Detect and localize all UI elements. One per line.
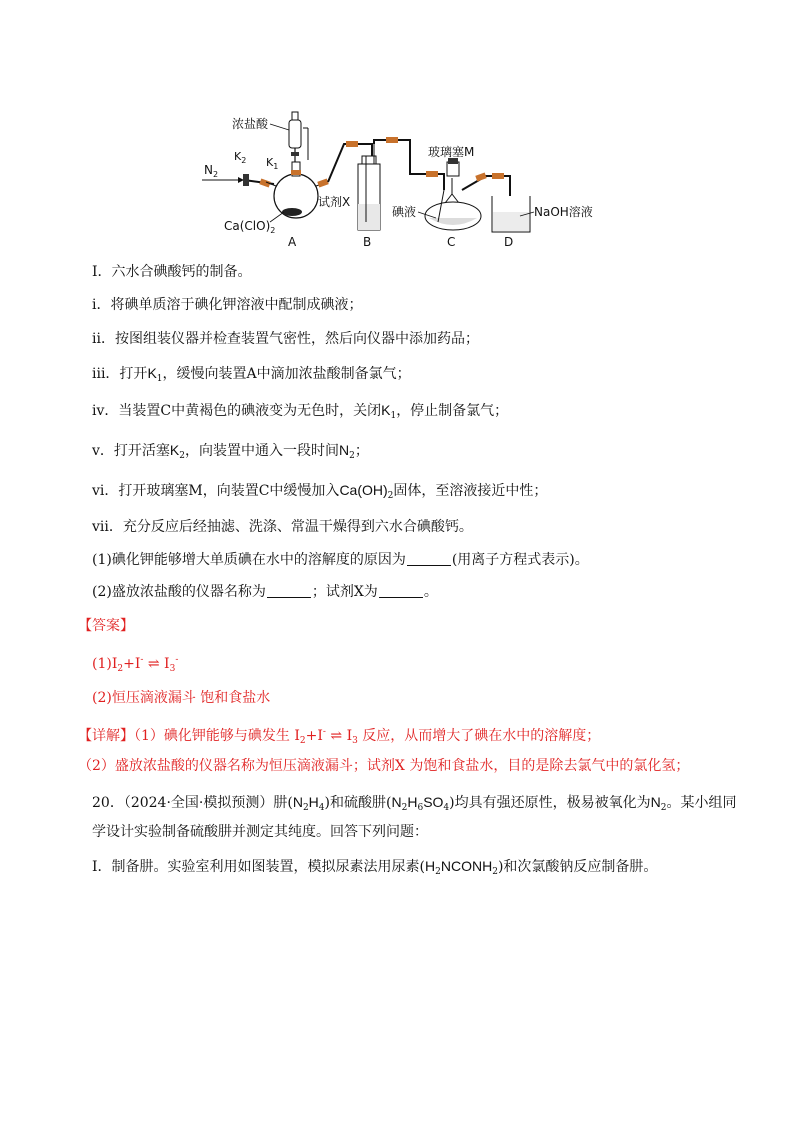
step-ii: ii．按图组装仪器并检查装置气密性，然后向仪器中添加药品； [92, 331, 479, 347]
caclo2-leader [270, 212, 284, 222]
question-2: (2)盛放浓盐酸的仪器名称为 ；试剂X为 。 [92, 584, 438, 600]
k2-valve-icon [243, 174, 249, 186]
naoh-label: NaOH溶液 [534, 205, 593, 219]
question-20-line-2: 学设计实验制备硫酸肼并测定其纯度。回答下列问题： [92, 824, 428, 840]
glass-stopper-m-label: 玻璃塞M [428, 145, 475, 159]
answer-blank[interactable] [407, 551, 451, 566]
answer-blank[interactable] [379, 583, 423, 598]
reagent-x-label: 试剂X [318, 195, 351, 209]
k1-label: $K_1$ [266, 156, 279, 171]
detail-2: （2）盛放浓盐酸的仪器名称为恒压滴液漏斗；试剂X 为饱和食盐水，目的是除去氯气中的氯化氢； [78, 758, 690, 774]
rubber-joint-icon [426, 171, 438, 177]
flask-a-stopper [291, 170, 301, 175]
flask-c-neck [447, 162, 459, 176]
rubber-joint-icon [492, 173, 504, 179]
step-v: v．打开活塞$K_2$，向装置中通入一段时间$N_2$； [92, 442, 369, 461]
dropping-funnel-icon [289, 120, 301, 148]
rubber-joint-icon [317, 178, 328, 187]
reagent-x-liquid [358, 204, 380, 230]
conc-hcl-leader [270, 124, 289, 130]
label-b: B [363, 235, 372, 249]
rubber-joint-icon [386, 137, 398, 143]
answer-2: (2)恒压滴液漏斗 饱和食盐水 [92, 690, 271, 706]
step-iv: iv．当装置C中黄褐色的碘液变为无色时，关闭$K_1$，停止制备氯气； [92, 402, 509, 421]
answer-blank[interactable] [267, 583, 311, 598]
question-20: 20．（2024·全国·模拟预测）肼$(N_2H_4)$和硫酸肼$(N_2H_6SO_4)$均具有强还原性，极易被氧化为$N_2$。某小组同 [92, 794, 737, 813]
caclo2-label: $Ca(ClO)_2$ [224, 219, 276, 235]
label-a: A [288, 235, 297, 249]
apparatus-diagram [196, 104, 636, 254]
rubber-joint-icon [346, 141, 358, 147]
section-2: Ⅰ．制备肼。实验室利用如图装置，模拟尿素法用尿素$(H_2NCONH_2)$和次氯酸钠反应制备肼。 [92, 858, 658, 877]
conc-hcl-label: 浓盐酸 [232, 117, 269, 131]
iodine-solution-label: 碘液 [392, 205, 417, 219]
step-iii: iii．打开$K_1$，缓慢向装置A中滴加浓盐酸制备氯气； [92, 365, 411, 384]
question-1: (1)碘化钾能够增大单质碘在水中的溶解度的原因为 (用离子方程式表示)。 [92, 552, 589, 568]
step-i: i．将碘单质溶于碘化钾溶液中配制成碘液； [92, 297, 363, 313]
caclo2-solid-icon [282, 208, 302, 216]
step-vi: vi．打开玻璃塞M，向装置C中缓慢加入$Ca(OH)_2$固体，至溶液接近中性； [92, 482, 548, 501]
k1-valve-icon [291, 152, 299, 156]
label-c: C [447, 235, 456, 249]
step-vii: vii．充分反应后经抽滤、洗涤、常温干燥得到六水合碘酸钙。 [92, 519, 473, 535]
detail-1: 【详解】（1）碘化钾能够与碘发生 $I_2+I^-$ ⇌ $I_3$ 反应，从而增大了碘在水中的溶解度； [78, 727, 601, 746]
flask-c-body [425, 202, 481, 230]
funnel-top [292, 112, 298, 120]
answer-1: $(1)I_2+I^-$ ⇌ $I_3^-$ [92, 655, 179, 674]
label-d: D [504, 235, 514, 249]
answer-heading: 【答案】 [78, 618, 134, 634]
k2-label: $K_2$ [234, 150, 247, 165]
rubber-joint-icon [475, 172, 486, 181]
n2-label: $N_2$ [204, 163, 219, 179]
section-title-1: Ⅰ．六水合碘酸钙的制备。 [92, 264, 252, 280]
